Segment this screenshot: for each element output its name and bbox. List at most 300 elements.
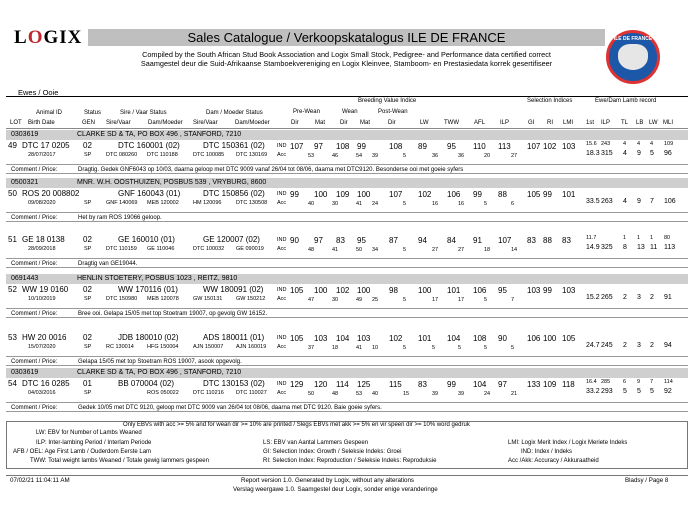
ewe-record-bottom: 2 (650, 342, 654, 349)
index-value: 100 (314, 190, 328, 199)
accuracy-value: 5 (484, 345, 488, 351)
ewe-record-bottom: 7 (650, 198, 654, 205)
dam-id: GE 120007 (02) (203, 235, 260, 244)
bvi-header: Breeding Value Indice (358, 98, 417, 104)
index-value: 106 (527, 334, 541, 343)
ewe-record-top: 1 (637, 235, 641, 241)
ewe-record-top: 1 (650, 235, 654, 241)
dam-dam: DTC 130508 (236, 200, 268, 206)
ewe-record-bottom: 2 (623, 294, 627, 301)
index-value: 99 (357, 142, 366, 151)
breeder-name: CLARKE SD & TA, PO BOX 496 , STANFORD, 7210 (77, 369, 242, 376)
index-value: 103 (562, 286, 576, 295)
ewe-rec-header: Ewe/Dam Lamb record (595, 98, 657, 104)
accuracy-value: 20 (484, 153, 491, 159)
breeder-number: 0691443 (11, 275, 39, 282)
index-value: 125 (357, 380, 371, 389)
ind-label: IND (277, 335, 287, 341)
index-value: 102 (543, 142, 557, 151)
sire-sire: DTC 150980 (106, 296, 138, 302)
birth-date: 09/08/2020 (28, 200, 56, 206)
index-value: 104 (336, 334, 350, 343)
animal-id: DTC 16 0285 (22, 379, 70, 388)
acc-label: Acc (277, 152, 287, 158)
accuracy-value: 36 (458, 153, 465, 159)
accuracy-value: 25 (372, 297, 379, 303)
accuracy-value: 16 (458, 201, 465, 207)
accuracy-value: 41 (356, 345, 363, 351)
ewe-record-top: 4 (637, 141, 641, 147)
comment-label: Comment / Price: (11, 359, 58, 365)
sire-dam: MEB 120002 (147, 200, 179, 206)
dam-id: DTC 130153 (02) (203, 379, 265, 388)
birth-date: 28/07/2017 (28, 152, 56, 158)
index-value: 95 (498, 286, 507, 295)
comment-row (6, 402, 688, 412)
acc-label: Acc (277, 390, 287, 396)
legend-lw: LW: EBV for Number of Lambs Weaned (36, 430, 142, 436)
col-dam-moeder-2: Dam/Moeder (235, 120, 270, 126)
accuracy-value: 40 (308, 201, 315, 207)
ewe-record-top: 11.7 (586, 235, 597, 241)
animal-status: 02 (83, 285, 92, 294)
legend-ri: RI: Selection Index: Reproduction / Seleksie Indeks: Reproduksie (263, 458, 437, 464)
comment-row (6, 258, 688, 268)
comment-text: Dragtig. Gedek GNF6043 op 10/03, daarna geloop met DTC 9009 vanaf 26/04 tot 08/06, daarna met DTC9120. Besonderse ooi met goeie syfers (78, 167, 464, 173)
col-sire-vaar-2: Sire/Vaar (193, 120, 218, 126)
accuracy-value: 5 (403, 153, 407, 159)
accuracy-value: 50 (356, 247, 363, 253)
index-value: 110 (473, 142, 486, 151)
accuracy-value: 24 (484, 391, 491, 397)
ewe-record-bottom: 8 (623, 244, 627, 251)
comment-row (6, 356, 688, 366)
accuracy-value: 5 (403, 247, 407, 253)
animal-status: 01 (83, 379, 92, 388)
index-value: 108 (473, 334, 487, 343)
index-value: 105 (290, 286, 304, 295)
col-gen: GEN (82, 120, 96, 126)
ewe-record-top: 16.4 (586, 379, 597, 385)
sire-id: DTC 160001 (02) (118, 141, 180, 150)
accuracy-value: 39 (458, 391, 465, 397)
accuracy-value: 47 (308, 297, 315, 303)
acc-label: Acc (277, 296, 287, 302)
index-value: 95 (447, 142, 456, 151)
index-value: 101 (447, 286, 461, 295)
accuracy-value: 18 (332, 345, 339, 351)
ewe-record-bottom: 293 (601, 388, 613, 395)
ewe-record-bottom: 5 (650, 150, 654, 157)
breeder-bar (6, 274, 688, 284)
ewe-record-top: 1 (623, 235, 627, 241)
index-value: 104 (473, 380, 487, 389)
index-value: 113 (498, 142, 511, 151)
index-value: 105 (527, 190, 541, 199)
legend-tww: TWW: Total weight lambs Weaned / Totale gewig lammers gespeen (30, 458, 209, 464)
accuracy-value: 41 (356, 201, 363, 207)
col-wean-dir: Dir (340, 120, 348, 126)
col-sire-status: Sire / Vaar Status (120, 110, 167, 116)
col-post-wean: Post-Wean (378, 109, 408, 115)
legend-acc: Acc /Akk: Accuracy / Akkuraatheid (508, 458, 599, 464)
index-value: 105 (562, 334, 576, 343)
index-value: 91 (473, 236, 482, 245)
sire-sire: RC 130014 (106, 344, 134, 350)
sheep-icon (618, 44, 648, 70)
lot-number: 52 (8, 285, 17, 294)
animal-id: HW 20 0016 (22, 333, 67, 342)
header-rule (6, 96, 688, 97)
ewe-record-bottom: 9 (637, 150, 641, 157)
ewe-record-bottom: 3 (637, 342, 641, 349)
accuracy-value: 17 (432, 297, 439, 303)
header-bottom-rule (6, 128, 688, 129)
ind-label: IND (277, 143, 287, 149)
dam-dam: AJN 160019 (236, 344, 267, 350)
accuracy-value: 39 (432, 391, 439, 397)
accuracy-value: 17 (458, 297, 465, 303)
accuracy-value: 37 (308, 345, 315, 351)
col-dam-moeder: Dam/Moeder (148, 120, 183, 126)
ewe-record-top: 9 (637, 379, 641, 385)
breed-society-badge (606, 30, 660, 84)
sire-dam: DTC 110188 (147, 152, 178, 158)
sire-sire: DTC 110159 (106, 246, 137, 252)
ewe-record-bottom: 9 (637, 198, 641, 205)
col-pre-wean: Pre-Wean (293, 109, 320, 115)
ewe-record-top: 114 (664, 379, 673, 385)
comment-text: Het by ram ROS 19066 geloop. (78, 215, 162, 221)
col-first: 1st (586, 120, 595, 126)
comment-row (6, 164, 688, 174)
sire-dam: HFG 150004 (147, 344, 179, 350)
ewe-record-bottom: 11 (650, 244, 658, 251)
ewe-record-bottom: 113 (664, 244, 676, 251)
logix-logo: LOGIX (14, 27, 83, 48)
ewe-record-bottom: 33.5 (586, 198, 600, 205)
index-value: 97 (498, 380, 507, 389)
dam-sire: HM 120096 (193, 200, 222, 206)
dam-dam: GE 090019 (236, 246, 264, 252)
index-value: 83 (336, 236, 345, 245)
dam-sire: GW 150131 (193, 296, 223, 302)
sire-dam: MEB 120078 (147, 296, 179, 302)
sire-id: GNF 160043 (01) (118, 189, 181, 198)
accuracy-value: 6 (511, 201, 515, 207)
ewe-record-bottom: 15.2 (586, 294, 600, 301)
acc-label: Acc (277, 344, 287, 350)
generation: SP (84, 296, 92, 302)
legend-ilp: ILP: Inter-lambing Period / Interlam Periode (36, 440, 152, 446)
breeder-bar (6, 178, 688, 188)
ewe-record-bottom: 92 (664, 388, 672, 395)
index-value: 87 (389, 236, 398, 245)
index-value: 108 (389, 142, 403, 151)
subtitle-english: Compiled by the South African Stud Book Association and Logix Small Stock, Pedigree- and Performance data certified correct (142, 50, 551, 59)
accuracy-value: 16 (432, 201, 439, 207)
generation: SP (84, 344, 92, 350)
badge-text: ILE DE FRANCE (613, 36, 653, 42)
index-value: 102 (389, 334, 403, 343)
ewe-record-bottom: 33.2 (586, 388, 600, 395)
ewe-record-bottom: 14.9 (586, 244, 600, 251)
ewe-record-bottom: 5 (650, 388, 654, 395)
dam-sire: DTC 100032 (193, 246, 225, 252)
comment-label: Comment / Price: (11, 215, 58, 221)
ewe-record-bottom: 91 (664, 294, 672, 301)
accuracy-value: 30 (332, 297, 339, 303)
comment-label: Comment / Price: (11, 167, 58, 173)
col-post-dir: Dir (388, 120, 396, 126)
sire-dam: ROS 050022 (147, 390, 179, 396)
birth-date: 15/07/2020 (28, 344, 56, 350)
ewe-record-bottom: 3 (637, 294, 641, 301)
index-value: 133 (527, 380, 541, 389)
col-lw2: LW (649, 120, 658, 126)
index-value: 101 (418, 334, 432, 343)
index-value: 100 (357, 286, 371, 295)
legend-ind: IND: Index / Indeks (521, 449, 573, 455)
dam-dam: DTC 130169 (236, 152, 268, 158)
col-status: Status (84, 110, 102, 116)
index-value: 98 (389, 286, 398, 295)
col-lb: LB (636, 120, 644, 126)
index-value: 83 (562, 236, 571, 245)
ewe-record-top: 15.6 (586, 141, 597, 147)
index-value: 107 (527, 142, 541, 151)
index-value: 94 (418, 236, 427, 245)
accuracy-value: 39 (372, 153, 379, 159)
accuracy-value: 27 (432, 247, 439, 253)
index-value: 88 (498, 190, 507, 199)
accuracy-value: 15 (403, 391, 410, 397)
index-value: 129 (290, 380, 304, 389)
index-value: 109 (336, 190, 350, 199)
accuracy-value: 49 (356, 297, 363, 303)
index-value: 114 (336, 380, 349, 389)
accuracy-value: 5 (458, 345, 462, 351)
lot-number: 53 (8, 333, 17, 342)
index-value: 118 (562, 380, 575, 389)
index-value: 90 (498, 334, 507, 343)
comment-label: Comment / Price: (11, 405, 58, 411)
animal-id: GE 18 0138 (22, 235, 65, 244)
accuracy-value: 48 (308, 247, 315, 253)
acc-label: Acc (277, 246, 287, 252)
acc-label: Acc (277, 200, 287, 206)
sire-sire: DTC 080260 (106, 152, 138, 158)
index-value: 102 (336, 286, 350, 295)
breeder-number: 0303619 (11, 369, 39, 376)
dam-id: ADS 180011 (01) (203, 333, 265, 342)
generation: SP (84, 246, 92, 252)
legend-gi: GI: Selection Index: Growth / Seleksie Indeks: Groei (263, 449, 402, 455)
subtitle-afrikaans: Saamgestel deur die Suid-Afrikaanse Stamboekvereniging en Logix Kleinvee, Stamboom- en Prestasiedata korrek gesertifiseer (140, 59, 553, 68)
col-lmi: LMI (563, 120, 574, 126)
ewe-record-bottom: 4 (623, 150, 627, 157)
col-sire-vaar: Sire/Vaar (106, 120, 131, 126)
animal-status: 02 (83, 235, 92, 244)
legend-note: Only EBVs with acc >= 5% and for wean dir >= 10% are printed / Slegs EBVs met akk >= 5% en vir speen dir >= 10% word gedruk (123, 422, 470, 428)
sire-id: BB 070004 (02) (118, 379, 175, 388)
birth-date: 10/10/2019 (28, 296, 56, 302)
col-birth-date: Birth Date (28, 120, 55, 126)
index-value: 99 (543, 286, 552, 295)
index-value: 99 (447, 380, 456, 389)
dam-sire: DTC 100085 (193, 152, 225, 158)
comment-text: Gedek 10/05 met DTC 9120, geloop met DTC 9009 van 26/04 tot 08/06, daarna met DTC 9120. Baie goeie syfers. (78, 405, 382, 411)
breeder-name: MNR. W.H. OOSTHUIZEN, POSBUS 539 , VRYBURG, 8600 (77, 179, 267, 186)
col-ri: RI (547, 120, 553, 126)
index-value: 106 (473, 286, 487, 295)
accuracy-value: 40 (372, 391, 379, 397)
birth-date: 04/03/2016 (28, 390, 56, 396)
dam-sire: AJN 150007 (193, 344, 224, 350)
breeder-number: 0303619 (11, 131, 39, 138)
legend-afl: AFB / OEL: Age First Lamb / Ouderdom Eerste Lam (13, 449, 152, 455)
ewe-record-top: 4 (650, 141, 654, 147)
index-value: 100 (357, 190, 371, 199)
ewe-record-top: 7 (650, 379, 654, 385)
ewe-record-top: 4 (623, 141, 627, 147)
dam-id: WW 180091 (02) (203, 285, 264, 294)
accuracy-value: 34 (372, 247, 379, 253)
accuracy-value: 27 (511, 153, 518, 159)
col-pre-mat: Mat (315, 120, 326, 126)
lot-number: 54 (8, 379, 17, 388)
accuracy-value: 24 (372, 201, 379, 207)
col-tl: TL (621, 120, 629, 126)
footer-datetime: 07/02/21 11:04:11 AM (10, 477, 70, 484)
ind-label: IND (277, 237, 287, 243)
legend-ls: LS: EBV van Aantal Lammers Gespeen (263, 440, 369, 446)
col-pre-dir: Dir (291, 120, 299, 126)
index-value: 104 (447, 334, 461, 343)
breeder-bar (6, 130, 688, 140)
ewe-record-bottom: 18.3 (586, 150, 600, 157)
index-value: 101 (562, 190, 576, 199)
ewe-record-bottom: 5 (623, 388, 627, 395)
sire-id: GE 160010 (01) (118, 235, 175, 244)
ewe-record-bottom: 315 (601, 150, 613, 157)
ewe-record-top: 243 (601, 141, 611, 147)
comment-label: Comment / Price: (11, 311, 58, 317)
sire-id: WW 170116 (01) (118, 285, 178, 294)
index-value: 83 (527, 236, 536, 245)
ewe-record-bottom: 325 (601, 244, 613, 251)
animal-id: ROS 20 008802 (22, 189, 80, 198)
index-value: 89 (418, 142, 427, 151)
col-mli: MLI (663, 120, 674, 126)
accuracy-value: 18 (484, 247, 491, 253)
accuracy-value: 7 (511, 297, 515, 303)
sire-dam: GE 110046 (147, 246, 175, 252)
ewe-record-bottom: 265 (601, 294, 613, 301)
breeder-bar (6, 368, 688, 378)
accuracy-value: 41 (332, 247, 339, 253)
dam-id: DTC 150361 (02) (203, 141, 265, 150)
ewe-record-top: 6 (623, 379, 627, 385)
footer-page: Bladsy / Page 8 (625, 477, 669, 484)
index-value: 88 (543, 236, 552, 245)
accuracy-value: 5 (403, 201, 407, 207)
animal-status: 02 (83, 333, 92, 342)
footer-rule (6, 475, 688, 476)
birth-date: 28/09/2018 (28, 246, 56, 252)
accuracy-value: 53 (308, 153, 315, 159)
col-gi: GI (528, 120, 535, 126)
generation: SP (84, 200, 92, 206)
col-animal-id: Animal ID (36, 110, 63, 116)
col-tww: TWW (444, 120, 459, 126)
index-value: 103 (357, 334, 371, 343)
index-value: 97 (314, 142, 323, 151)
ewe-record-bottom: 245 (601, 342, 613, 349)
col-lot: LOT (10, 120, 22, 126)
accuracy-value: 14 (511, 247, 518, 253)
ewe-record-bottom: 4 (623, 198, 627, 205)
index-value: 105 (290, 334, 304, 343)
ewe-record-bottom: 94 (664, 342, 672, 349)
col-dam-status: Dam / Moeder Status (206, 110, 263, 116)
accuracy-value: 53 (356, 391, 363, 397)
accuracy-value: 46 (332, 153, 339, 159)
lot-number: 50 (8, 189, 17, 198)
ewe-record-bottom: 263 (601, 198, 613, 205)
accuracy-value: 50 (308, 391, 315, 397)
index-value: 102 (418, 190, 432, 199)
ewe-record-bottom: 106 (664, 198, 676, 205)
ewe-record-bottom: 24.7 (586, 342, 600, 349)
accuracy-value: 5 (511, 345, 515, 351)
comment-label: Comment / Price: (11, 261, 58, 267)
index-value: 115 (389, 380, 402, 389)
breeder-name: CLARKE SD & TA, PO BOX 496 , STANFORD, 7210 (77, 131, 242, 138)
ewe-record-bottom: 13 (637, 244, 645, 251)
dam-dam: DTC 110027 (236, 390, 267, 396)
accuracy-value: 30 (332, 201, 339, 207)
index-value: 99 (290, 190, 299, 199)
sire-sire: GNF 140069 (106, 200, 138, 206)
index-value: 100 (314, 286, 328, 295)
index-value: 100 (543, 334, 557, 343)
footer-report-af: Verslag weergawe 1.0. Saamgestel deur Logix, sonder enige veranderinge (233, 486, 438, 493)
comment-text: Dragtig van GE19044. (78, 261, 138, 267)
index-value: 103 (314, 334, 328, 343)
index-value: 103 (527, 286, 541, 295)
ewe-record-top: 80 (664, 235, 671, 241)
index-value: 107 (498, 236, 512, 245)
footer-report-en: Report version 1.0. Generated by Logix, without any alterations (241, 477, 415, 484)
index-value: 103 (562, 142, 576, 151)
ind-label: IND (277, 381, 287, 387)
animal-id: DTC 17 0205 (22, 141, 70, 150)
comment-text: Gelapa 15/05 met top Stoetram ROS 19007, asook opgevolg. (78, 359, 242, 365)
index-value: 120 (314, 380, 328, 389)
generation: SP (84, 390, 92, 396)
comment-text: Bree ooi. Gelapa 15/05 met top Stoetram 19007, op gevolg GW 16152. (78, 311, 268, 317)
page-title: Sales Catalogue / Verkoopskatalogus ILE DE FRANCE (88, 29, 605, 46)
sel-idx-header: Selection Indices (527, 98, 573, 104)
index-value: 99 (543, 190, 552, 199)
index-value: 107 (290, 142, 304, 151)
dam-dam: GW 150212 (236, 296, 266, 302)
index-value: 99 (473, 190, 482, 199)
col-wean-mat: Mat (360, 120, 371, 126)
animal-id: WW 19 0160 (22, 285, 69, 294)
ewe-record-bottom: 2 (650, 294, 654, 301)
